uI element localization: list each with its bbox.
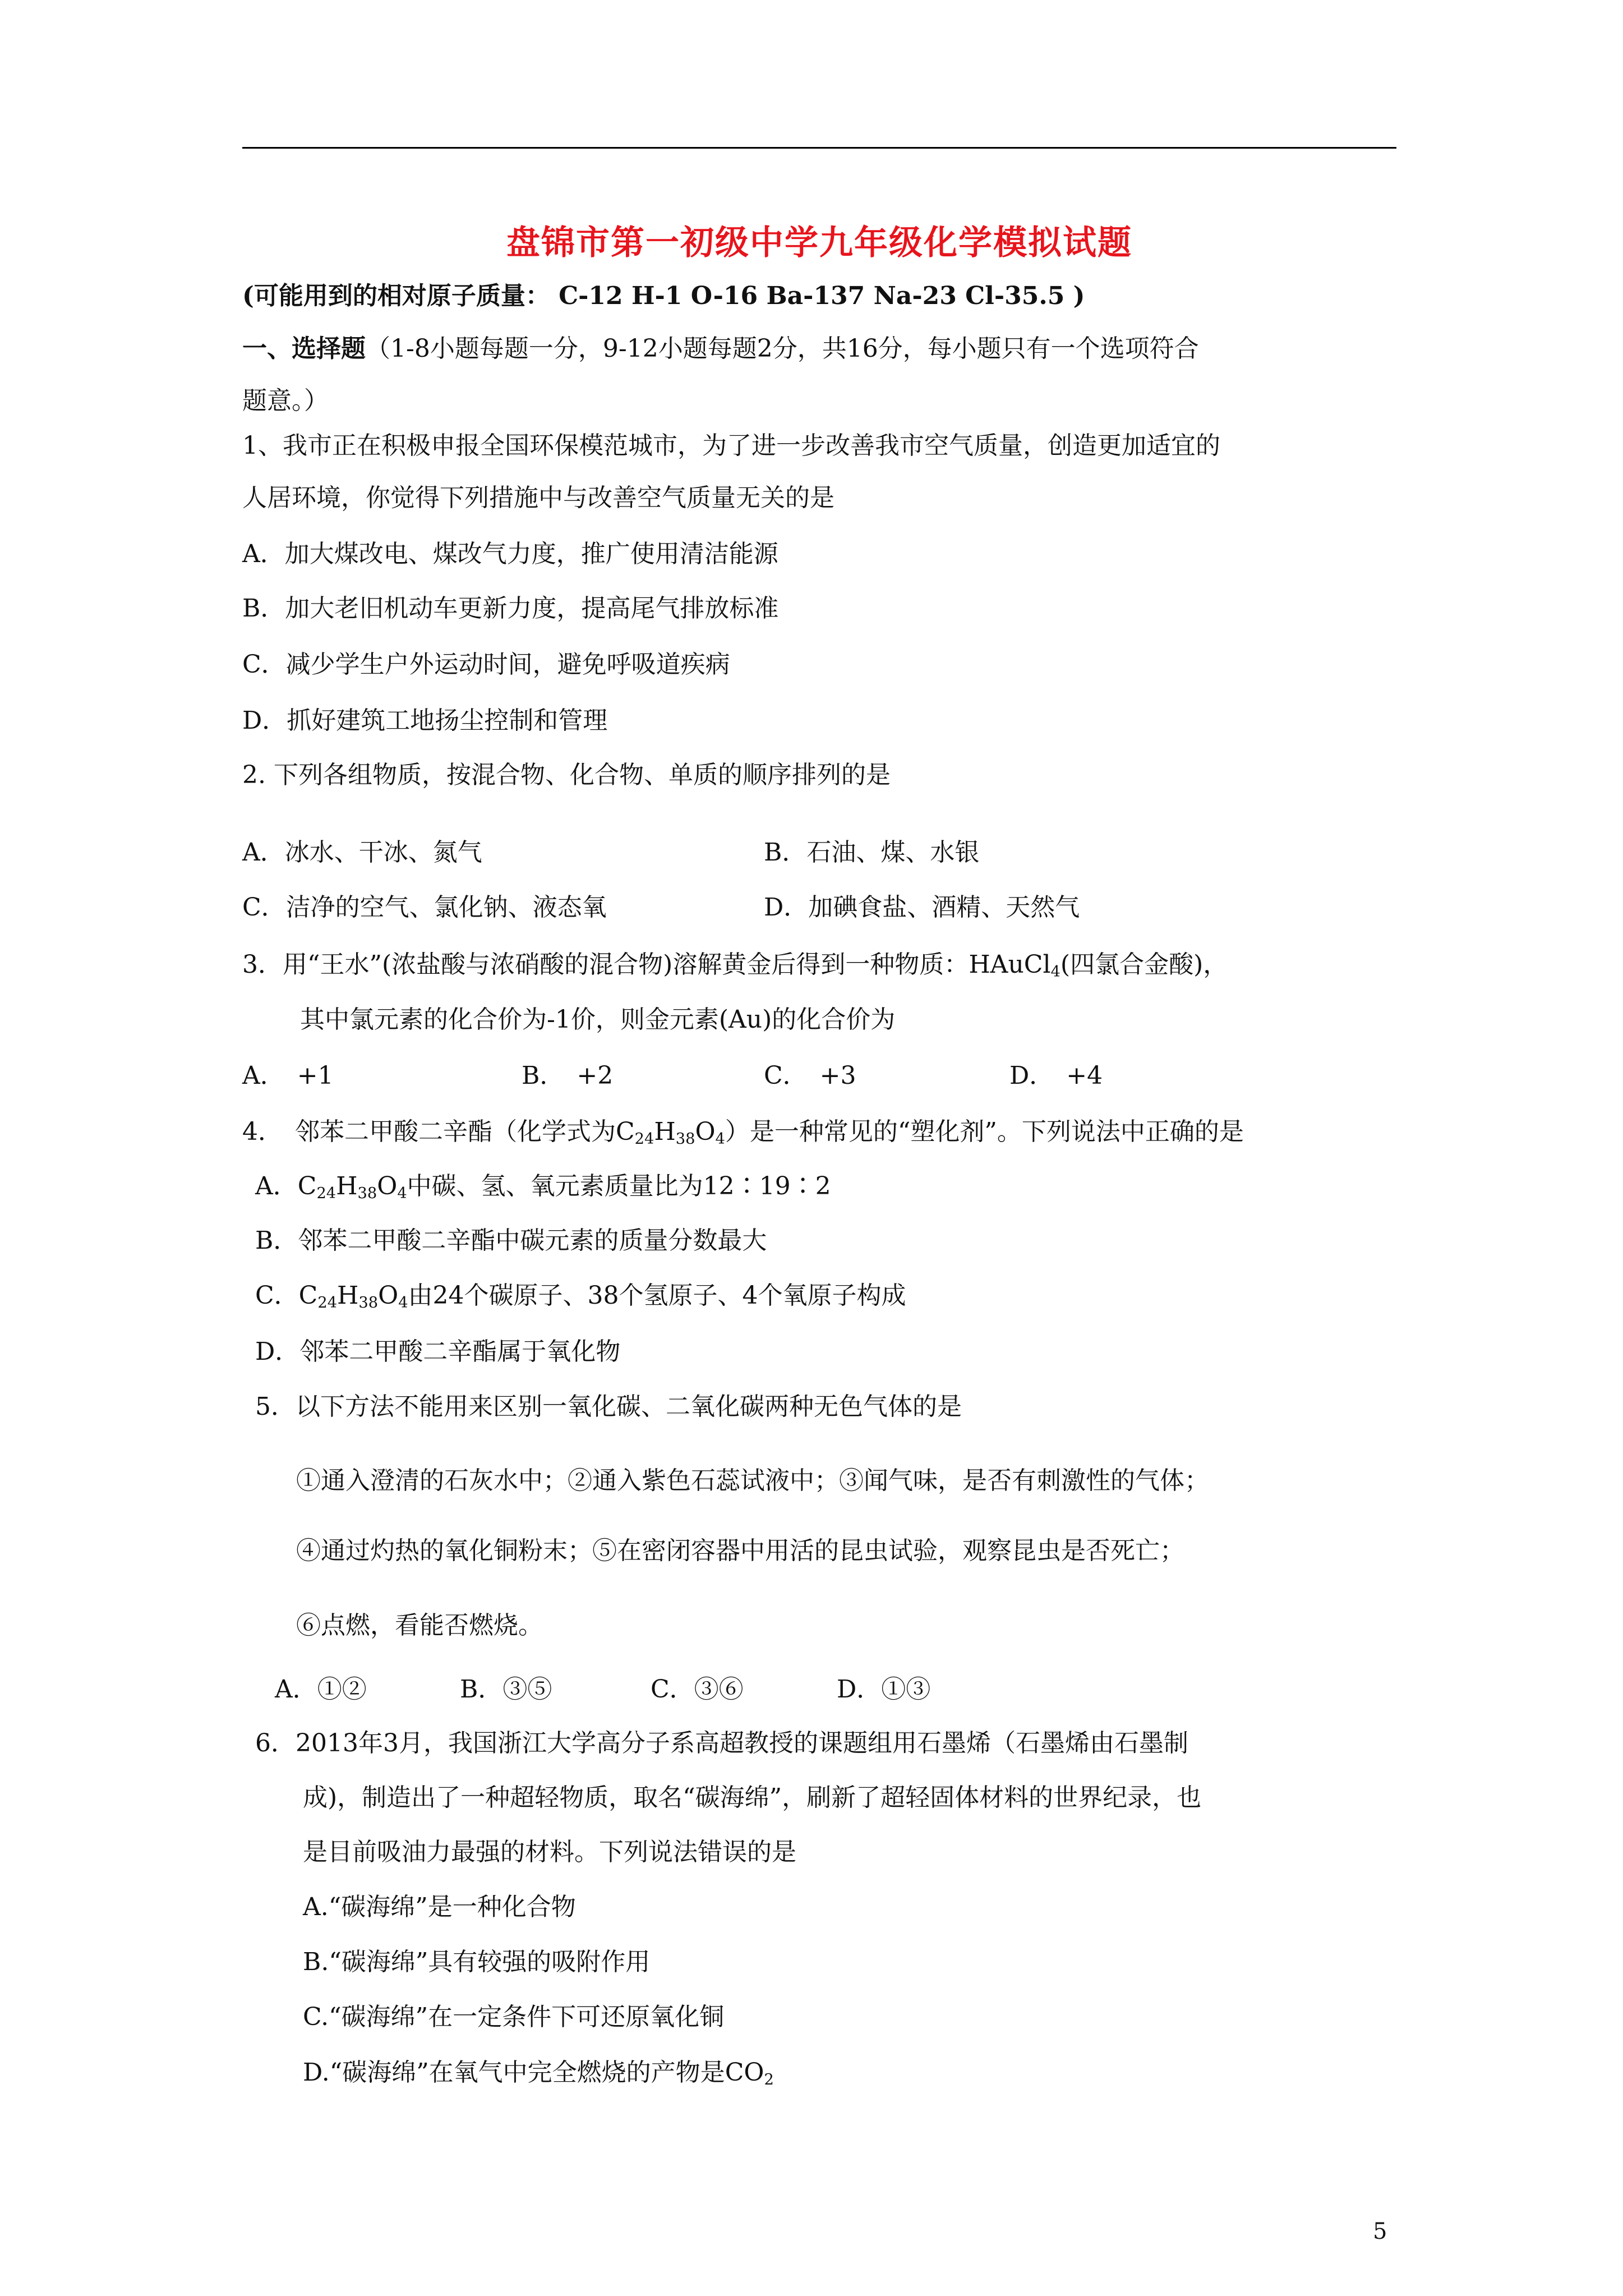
q6-option-c: C.“碳海绵”在一定条件下可还原氧化铜 <box>303 2003 725 2031</box>
section-heading: 一、选择题 <box>242 334 366 363</box>
q3-stem <box>242 948 1228 982</box>
q6-stem-cont-1: 成)，制造出了一种超轻物质，取名“碳海绵”，刷新了超轻固体材料的世界纪录，也 <box>303 1783 1202 1812</box>
q2-option-c: C．洁净的空气、氯化钠、液态氧 <box>242 893 607 922</box>
q6-option-d: D.“碳海绵”在氧气中完全燃烧的产物是$CO_2$ <box>303 2058 774 2088</box>
q5-option-a: A．①② <box>275 1675 367 1704</box>
q3-stem-text: 3．用“王水”(浓盐酸与浓硝酸的混合物)溶解黄金后得到一种物质： <box>242 950 969 979</box>
section-note: （1-8小题每题一分，9-12小题每题2分，共16分，每小题只有一个选项符合 <box>366 334 1199 363</box>
q4-formula-a: $C_{24}H_{38}O_4$ <box>297 1172 407 1202</box>
page-title: 盘锦市第一初级中学九年级化学模拟试题 <box>506 223 1132 263</box>
q3-stem-cont: 其中氯元素的化合价为-1价，则金元素(Au)的化合价为 <box>300 1005 896 1034</box>
q5-option-b: B．③⑤ <box>460 1675 552 1704</box>
q3-formula-text: HAuCl <box>969 950 1051 979</box>
q4-stem <box>242 1115 1244 1149</box>
q4-option-c: C．$C_{24}H_{38}O_4$由24个碳原子、38个氢原子、4个氧原子构成 <box>255 1281 906 1312</box>
q2-option-b: B．石油、煤、水银 <box>764 838 980 867</box>
q5-option-d: D．①③ <box>837 1675 931 1704</box>
q5-option-c: C．③⑥ <box>651 1675 744 1704</box>
q5-methods-2: ④通过灼热的氧化铜粉末；⑤在密闭容器中用活的昆虫试验，观察昆虫是否死亡； <box>296 1536 1184 1565</box>
q5-methods-3: ⑥点燃，看能否燃烧。 <box>296 1611 543 1640</box>
section-heading-line <box>242 332 1199 366</box>
q4-stem-text-end: ）是一种常见的“塑化剂”。下列说法中正确的是 <box>725 1117 1244 1146</box>
q3-option-a: A． +1 <box>242 1061 334 1090</box>
q1-option-b: B．加大老旧机动车更新力度，提高尾气排放标准 <box>242 594 779 623</box>
q3-option-b: B． +2 <box>522 1061 614 1090</box>
q6-formula-co2: $CO_2$ <box>725 2058 774 2088</box>
header-rule <box>242 147 1396 149</box>
q2-option-a: A．冰水、干冰、氮气 <box>242 838 482 867</box>
q3-stem-text-end: (四氯合金酸)， <box>1060 950 1228 979</box>
q5-stem: 5．以下方法不能用来区别一氧化碳、二氧化碳两种无色气体的是 <box>255 1392 962 1421</box>
q2-stem: 2. 下列各组物质，按混合物、化合物、单质的顺序排列的是 <box>242 761 891 789</box>
q5-methods-1: ①通入澄清的石灰水中；②通入紫色石蕊试液中；③闻气味，是否有刺激性的气体； <box>296 1466 1209 1495</box>
q4-formula: $C_{24}H_{38}O_4$ <box>616 1117 725 1148</box>
q6-option-b: B.“碳海绵”具有较强的吸附作用 <box>303 1948 651 1976</box>
q1-option-a: A．加大煤改电、煤改气力度，推广使用清洁能源 <box>242 540 778 568</box>
q4-formula-c: $C_{24}H_{38}O_4$ <box>298 1281 408 1312</box>
q3-option-d: D． +4 <box>1009 1061 1103 1090</box>
q3-option-c: C． +3 <box>764 1061 856 1090</box>
q1-option-c: C．减少学生户外运动时间，避免呼吸道疾病 <box>242 650 730 679</box>
q1-stem: 1、我市正在积极申报全国环保模范城市，为了进一步改善我市空气质量，创造更加适宜的 <box>242 431 1220 460</box>
q3-formula <box>969 950 1061 979</box>
q6-stem-cont-2: 是目前吸油力最强的材料。下列说法错误的是 <box>303 1838 796 1866</box>
q2-option-d: D．加碘食盐、酒精、天然气 <box>764 893 1080 922</box>
q4-stem-text: 4． 邻苯二甲酸二辛酯（化学式为 <box>242 1117 616 1146</box>
q4-option-b: B．邻苯二甲酸二辛酯中碳元素的质量分数最大 <box>255 1226 767 1255</box>
q4-option-a: A．$C_{24}H_{38}O_4$中碳、氢、氧元素质量比为12∶19∶2 <box>255 1172 831 1202</box>
section-note-cont: 题意。） <box>242 386 329 415</box>
q3-formula-sub: 4 <box>1050 963 1061 981</box>
atomic-masses-note: (可能用到的相对原子质量： C-12 H-1 O-16 Ba-137 Na-23 Cl-35.5 ) <box>242 282 1085 310</box>
q1-stem-cont: 人居环境，你觉得下列措施中与改善空气质量无关的是 <box>242 484 834 512</box>
q4-option-d: D．邻苯二甲酸二辛酯属于氧化物 <box>255 1337 621 1366</box>
q6-stem: 6．2013年3月，我国浙江大学高分子系高超教授的课题组用石墨烯（石墨烯由石墨制 <box>255 1729 1188 1757</box>
page-number: 5 <box>1373 2219 1387 2244</box>
q1-option-d: D．抓好建筑工地扬尘控制和管理 <box>242 706 608 735</box>
q6-option-a: A.“碳海绵”是一种化合物 <box>303 1893 576 1921</box>
